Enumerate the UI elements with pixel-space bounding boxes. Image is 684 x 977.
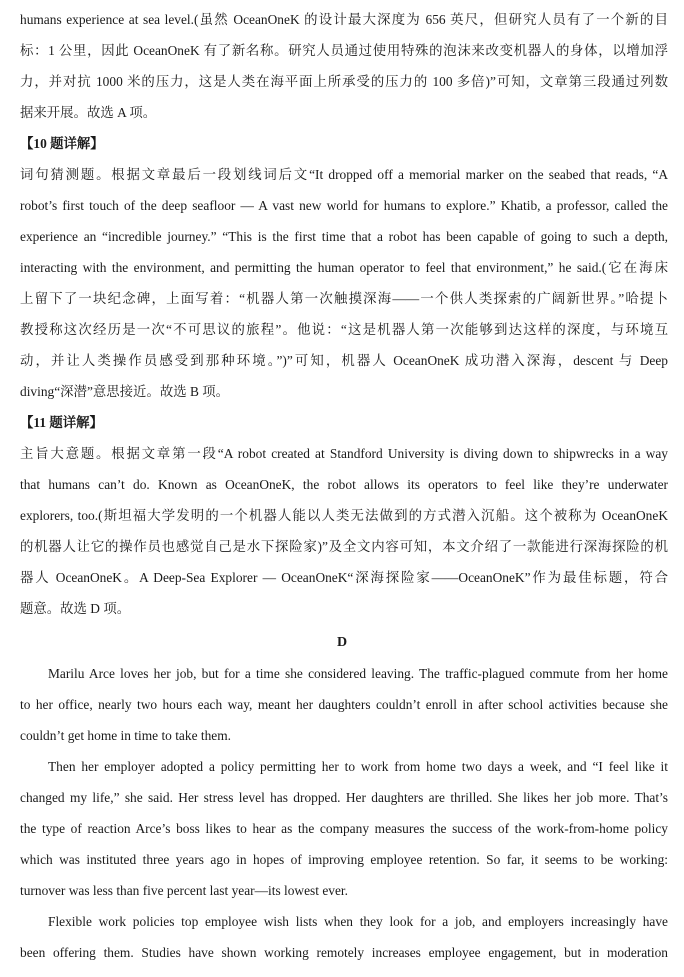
q10-text-line-5: 上留下了一块纪念碑，上面写着：“机器人第一次触摸深海——一个供人类探索的广阔新世界。”哈提卜 xyxy=(20,291,668,306)
q10-text-line-7: 动，并让人类操作员感受到那种环境。”)”可知，机器人 OceanOneK 成功潜入深海，descent 与 Deep xyxy=(20,353,668,368)
q10-text-line-6: 教授称这次经历是一次“不可思议的旅程”。他说：“这是机器人第一次能够到达这样的深度，与环境互 xyxy=(20,322,668,337)
q9-text-line-4: 据来开展。故选 A 项。 xyxy=(20,105,157,120)
q9-text-line-3: 力，并对抗 1000 米的压力，这是人类在海平面上所承受的压力的 100 多倍)”可知，文章第三段通过列数 xyxy=(20,74,668,89)
passage-d-p3-line-1: Flexible work policies top employee wish lists when they look for a job, and employers increasingly have xyxy=(48,914,668,929)
passage-d-p2-line-4: which was instituted three years ago in hopes of improving employee retention. So far, it seems to be working: xyxy=(20,852,668,867)
passage-d-title: D xyxy=(336,635,348,650)
passage-d-p2-line-5: turnover was less than five percent last year—its lowest ever. xyxy=(20,883,348,898)
q10-text-line-3: experience an “incredible journey.” “This is the first time that a robot has been capable of going to such a depth, xyxy=(20,229,668,244)
q10-text-line-4: interacting with the environment, and permitting the human operator to feel that environment,” he said.(它在海床 xyxy=(20,260,668,275)
q9-text-line-1: humans experience at sea level.(虽然 OceanOneK 的设计最大深度为 656 英尺，但研究人员有了一个新的目 xyxy=(20,12,668,27)
q11-text-line-6: 题意。故选 D 项。 xyxy=(20,601,131,616)
q11-text-line-3: explorers, too.(斯坦福大学发明的一个机器人能以人类无法做到的方式潜入沉船。这个被称为 OceanOneK xyxy=(20,508,668,523)
q11-heading: 【11 题详解】 xyxy=(20,415,103,430)
q11-text-line-1: 主旨大意题。根据文章第一段“A robot created at Standford University is diving down to shipwrecks in a way xyxy=(20,446,668,461)
q9-text-line-2: 标：1 公里，因此 OceanOneK 有了新名称。研究人员通过使用特殊的泡沫来改变机器人的身体，以增加浮 xyxy=(20,43,668,58)
q10-text-line-8: diving“深潜”意思接近。故选 B 项。 xyxy=(20,384,230,399)
passage-d-p1-line-1: Marilu Arce loves her job, but for a time she considered leaving. The traffic-plagued commute from her home xyxy=(48,666,668,681)
q11-text-line-4: 的机器人让它的操作员也感觉自己是水下探险家)”及全文内容可知，本文介绍了一款能进行深海探险的机 xyxy=(20,539,668,554)
q10-heading: 【10 题详解】 xyxy=(20,136,104,151)
passage-d-p2-line-3: the type of reaction Arce’s boss likes to hear as the company measures the success of the work-from-home policy xyxy=(20,821,668,836)
q11-text-line-5: 器人 OceanOneK。A Deep-Sea Explorer — OceanOneK“深海探险家——OceanOneK”作为最佳标题，符合 xyxy=(20,570,668,585)
passage-d-p3-line-2: been offering them. Studies have shown working remotely increases employee engagement, but in moderation xyxy=(20,945,668,960)
passage-d-p2-line-2: changed my life,” she said. Her stress level has dropped. Her daughters are thrilled. She likes her job more. That’s xyxy=(20,790,668,805)
q10-text-line-1: 词句猜测题。根据文章最后一段划线词后文“It dropped off a memorial marker on the seabed that reads, “A xyxy=(20,167,668,182)
passage-d-p1-line-2: to her office, nearly two hours each way, meant her daughters couldn’t enroll in after school activities because she xyxy=(20,697,668,712)
passage-d-p2-line-1: Then her employer adopted a policy permitting her to work from home two days a week, and “I feel like it xyxy=(48,759,668,774)
passage-d-p1-line-3: couldn’t get home in time to take them. xyxy=(20,728,231,743)
q10-text-line-2: robot’s first touch of the deep seafloor — A vast new world for humans to explore.” Khatib, a professor, called the xyxy=(20,198,668,213)
q11-text-line-2: that humans can’t do. Known as OceanOneK, the robot allows its operators to feel like they’re underwater xyxy=(20,477,668,492)
